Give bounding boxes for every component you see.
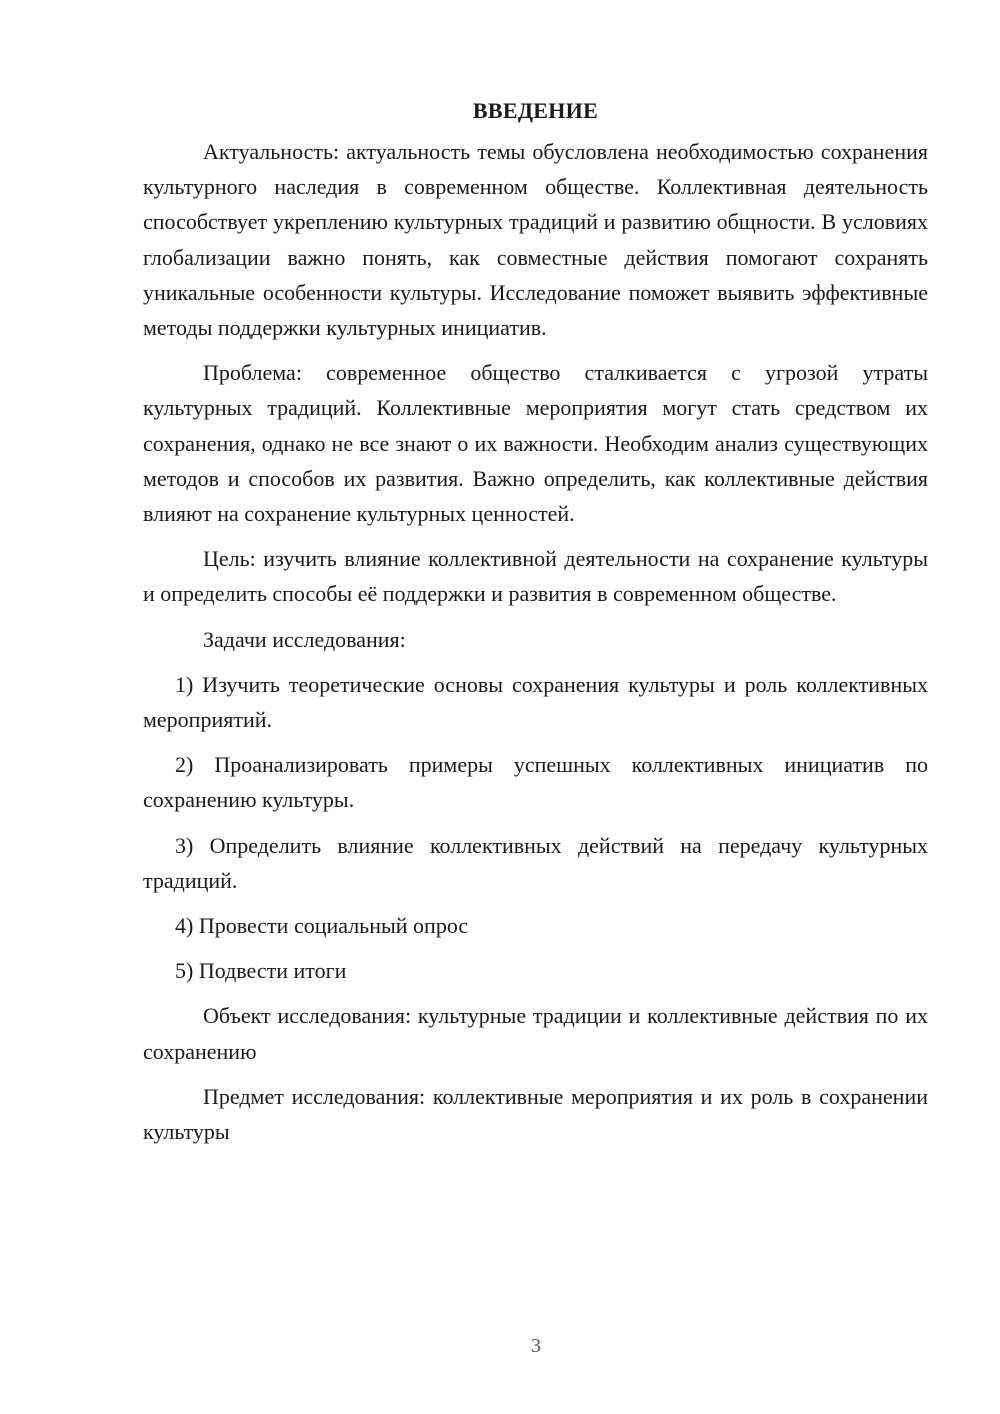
task-item-4: 4) Провести социальный опрос: [175, 913, 469, 939]
problem-paragraph: Проблема: современное общество сталкивается с угрозой утраты культурных традиций. Коллективные мероприятия могут стать средством их сохранения, однако не все знают о их важности. Необходим анализ существующих методов и способов их развития. Важно определить, как коллективные действия влияют на сохранение культурных ценностей.: [143, 360, 928, 527]
task-item-2: 2) Проанализировать примеры успешных коллективных инициатив по сохранению культуры.: [143, 752, 928, 813]
tasks-heading: Задачи исследования:: [203, 626, 406, 652]
task-item-1: 1) Изучить теоретические основы сохранения культуры и роль коллективных мероприятий.: [143, 671, 928, 733]
page-number: 3: [531, 1335, 541, 1357]
task-item-5: 5) Подвести итоги: [175, 958, 347, 984]
document-body: [143, 96, 928, 1159]
relevance-paragraph: Актуальность: актуальность темы обусловлена необходимостью сохранения культурного наследия в современном обществе. Коллективная деятельность способствует укреплению культурных традиций и развитию общности. В условиях глобализации важно понять, как совместные действия помогают сохранять уникальные особенности культуры. Исследование поможет выявить эффективные методы поддержки культурных инициатив.: [143, 139, 928, 341]
object-paragraph: Объект исследования: культурные традиции и коллективные действия по их сохранению: [143, 1003, 928, 1064]
goal-paragraph: Цель: изучить влияние коллективной деятельности на сохранение культуры и определить способы её поддержки и развития в современном обществе.: [143, 546, 928, 607]
page-title: ВВЕДЕНИЕ: [472, 98, 599, 123]
task-item-3: 3) Определить влияние коллективных действий на передачу культурных традиций.: [143, 832, 928, 893]
subject-paragraph: Предмет исследования: коллективные мероприятия и их роль в сохранении культуры: [143, 1083, 928, 1145]
tasks-list: [143, 667, 928, 989]
